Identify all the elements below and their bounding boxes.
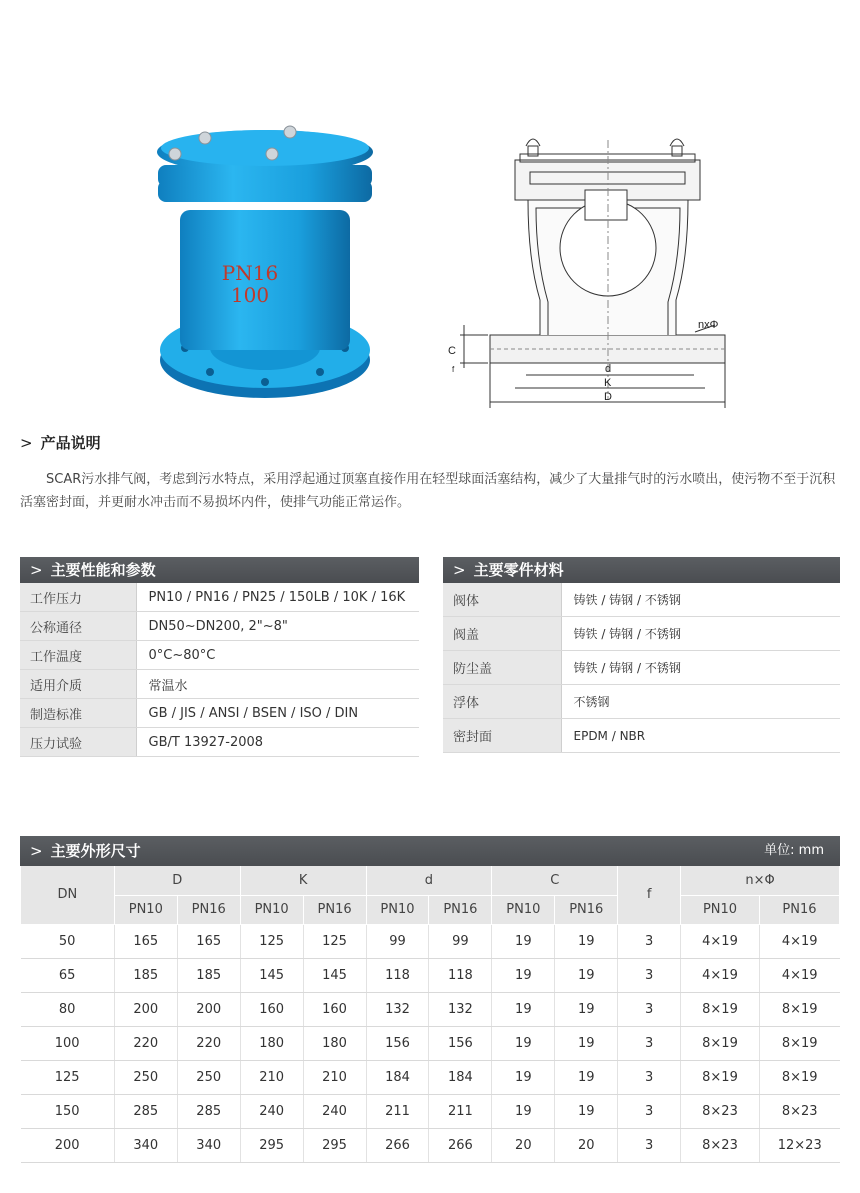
table-cell: 340	[114, 1128, 177, 1162]
material-key: 阀盖	[443, 617, 561, 651]
table-cell: 185	[114, 958, 177, 992]
performance-key: 适用介质	[20, 670, 136, 699]
performance-row	[20, 670, 419, 699]
table-cell: 145	[240, 958, 303, 992]
col-group-d-small: d	[366, 866, 492, 895]
table-cell: 3	[618, 924, 681, 958]
performance-value: GB/T 13927-2008	[136, 728, 419, 757]
table-row	[21, 1094, 840, 1128]
product-photo	[150, 120, 380, 405]
table-cell: 200	[21, 1128, 115, 1162]
table-cell: 250	[177, 1060, 240, 1094]
performance-row	[20, 612, 419, 641]
table-cell: 118	[429, 958, 492, 992]
table-cell: 240	[240, 1094, 303, 1128]
table-cell: 8×19	[759, 1026, 839, 1060]
cross-section-drawing	[440, 120, 740, 420]
material-value: EPDM / NBR	[561, 719, 840, 753]
table-cell: 125	[240, 924, 303, 958]
table-row	[21, 924, 840, 958]
table-cell: 19	[492, 924, 555, 958]
description-heading	[20, 432, 101, 453]
table-cell: 3	[618, 992, 681, 1026]
table-cell: 220	[177, 1026, 240, 1060]
material-row	[443, 651, 840, 685]
materials-section	[443, 557, 840, 753]
table-cell: 220	[114, 1026, 177, 1060]
table-cell: 210	[240, 1060, 303, 1094]
material-row	[443, 583, 840, 617]
table-row	[21, 1128, 840, 1162]
label-k: K	[604, 377, 612, 389]
label-f: f	[452, 365, 455, 374]
table-cell: 125	[21, 1060, 115, 1094]
table-cell: 99	[366, 924, 429, 958]
performance-value: 0°C~80°C	[136, 641, 419, 670]
performance-key: 公称通径	[20, 612, 136, 641]
table-cell: 19	[555, 958, 618, 992]
table-cell: 100	[21, 1026, 115, 1060]
table-cell: 3	[618, 1026, 681, 1060]
material-key: 密封面	[443, 719, 561, 753]
col-group-k: K	[240, 866, 366, 895]
table-cell: 211	[366, 1094, 429, 1128]
label-c: C	[448, 345, 456, 357]
description-text: SCAR污水排气阀，考虑到污水特点，采用浮起通过顶塞直接作用在轻型球面活塞结构，减少了大量排气时的污水喷出，使污物不至于沉积活塞密封面，并更耐水冲击而不易损坏内件，使排气功能正常运作。	[20, 472, 836, 510]
performance-key: 制造标准	[20, 699, 136, 728]
table-cell: 165	[177, 924, 240, 958]
label-d-outer: D	[604, 391, 612, 403]
table-cell: 295	[303, 1128, 366, 1162]
col-sub-pressure: PN16	[429, 895, 492, 924]
table-cell: 285	[114, 1094, 177, 1128]
table-cell: 210	[303, 1060, 366, 1094]
materials-header	[443, 557, 840, 583]
table-cell: 4×19	[681, 958, 760, 992]
material-row	[443, 685, 840, 719]
chevron-right-icon: >	[30, 561, 43, 579]
table-cell: 295	[240, 1128, 303, 1162]
material-value: 铸铁 / 铸钢 / 不锈钢	[561, 651, 840, 685]
table-cell: 8×19	[681, 1060, 760, 1094]
table-cell: 285	[177, 1094, 240, 1128]
table-cell: 145	[303, 958, 366, 992]
table-cell: 19	[555, 1026, 618, 1060]
table-cell: 250	[114, 1060, 177, 1094]
table-cell: 20	[492, 1128, 555, 1162]
col-sub-pressure: PN10	[114, 895, 177, 924]
table-cell: 19	[492, 1060, 555, 1094]
table-cell: 19	[555, 924, 618, 958]
table-cell: 4×19	[759, 958, 839, 992]
table-cell: 160	[240, 992, 303, 1026]
col-sub-pressure: PN16	[555, 895, 618, 924]
material-value: 不锈钢	[561, 685, 840, 719]
table-cell: 165	[114, 924, 177, 958]
performance-header	[20, 557, 419, 583]
table-cell: 19	[492, 958, 555, 992]
col-sub-pressure: PN16	[759, 895, 839, 924]
table-cell: 3	[618, 958, 681, 992]
table-cell: 3	[618, 1060, 681, 1094]
table-cell: 19	[492, 1026, 555, 1060]
table-cell: 4×19	[759, 924, 839, 958]
table-cell: 266	[429, 1128, 492, 1162]
table-cell: 150	[21, 1094, 115, 1128]
col-group-nphi: n×Φ	[681, 866, 840, 895]
table-cell: 118	[366, 958, 429, 992]
table-cell: 156	[366, 1026, 429, 1060]
material-value: 铸铁 / 铸钢 / 不锈钢	[561, 617, 840, 651]
chevron-right-icon: >	[20, 434, 33, 452]
table-cell: 160	[303, 992, 366, 1026]
table-cell: 8×19	[681, 992, 760, 1026]
table-cell: 184	[429, 1060, 492, 1094]
performance-table	[20, 583, 419, 757]
materials-table	[443, 583, 840, 753]
material-row	[443, 719, 840, 753]
performance-row	[20, 699, 419, 728]
unit-label: 单位: mm	[764, 843, 824, 858]
performance-value: DN50~DN200, 2"~8"	[136, 612, 419, 641]
table-cell: 185	[177, 958, 240, 992]
col-sub-pressure: PN16	[303, 895, 366, 924]
performance-row	[20, 641, 419, 670]
table-cell: 99	[429, 924, 492, 958]
performance-key: 工作压力	[20, 583, 136, 612]
table-cell: 3	[618, 1094, 681, 1128]
performance-row	[20, 583, 419, 612]
material-value: 铸铁 / 铸钢 / 不锈钢	[561, 583, 840, 617]
col-dn: DN	[21, 866, 115, 924]
table-cell: 20	[555, 1128, 618, 1162]
table-cell: 19	[555, 1094, 618, 1128]
table-cell: 180	[303, 1026, 366, 1060]
table-cell: 3	[618, 1128, 681, 1162]
table-cell: 8×19	[759, 992, 839, 1026]
performance-heading-text: 主要性能和参数	[50, 561, 156, 579]
table-cell: 8×23	[681, 1128, 760, 1162]
table-cell: 340	[177, 1128, 240, 1162]
description-heading-text: 产品说明	[40, 434, 101, 452]
table-cell: 132	[429, 992, 492, 1026]
col-sub-pressure: PN10	[366, 895, 429, 924]
table-cell: 19	[555, 1060, 618, 1094]
table-row	[21, 1060, 840, 1094]
table-cell: 8×23	[759, 1094, 839, 1128]
casting-label-pressure: PN16	[221, 261, 279, 285]
col-f: f	[618, 866, 681, 924]
dimensions-table	[20, 866, 840, 1163]
col-sub-pressure: PN16	[177, 895, 240, 924]
dimensions-heading-text: 主要外形尺寸	[50, 842, 141, 860]
table-cell: 184	[366, 1060, 429, 1094]
table-cell: 211	[429, 1094, 492, 1128]
performance-key: 压力试验	[20, 728, 136, 757]
table-cell: 12×23	[759, 1128, 839, 1162]
table-row	[21, 958, 840, 992]
table-cell: 65	[21, 958, 115, 992]
dimensions-header	[20, 836, 840, 866]
table-cell: 125	[303, 924, 366, 958]
table-row	[21, 992, 840, 1026]
table-cell: 200	[114, 992, 177, 1026]
performance-value: GB / JIS / ANSI / BSEN / ISO / DIN	[136, 699, 419, 728]
table-cell: 8×23	[681, 1094, 760, 1128]
table-cell: 240	[303, 1094, 366, 1128]
table-cell: 180	[240, 1026, 303, 1060]
performance-row	[20, 728, 419, 757]
material-key: 浮体	[443, 685, 561, 719]
label-nphi: nxΦ	[698, 319, 719, 331]
table-cell: 4×19	[681, 924, 760, 958]
casting-label-size: 100	[230, 283, 270, 307]
table-cell: 156	[429, 1026, 492, 1060]
performance-value: PN10 / PN16 / PN25 / 150LB / 10K / 16K	[136, 583, 419, 612]
table-cell: 132	[366, 992, 429, 1026]
material-key: 阀体	[443, 583, 561, 617]
table-cell: 19	[492, 1094, 555, 1128]
table-row	[21, 1026, 840, 1060]
col-group-c: C	[492, 866, 618, 895]
performance-key: 工作温度	[20, 641, 136, 670]
material-row	[443, 617, 840, 651]
col-sub-pressure: PN10	[681, 895, 760, 924]
table-cell: 266	[366, 1128, 429, 1162]
col-group-d: D	[114, 866, 240, 895]
table-cell: 200	[177, 992, 240, 1026]
chevron-right-icon: >	[453, 561, 466, 579]
table-cell: 19	[492, 992, 555, 1026]
dimensions-section	[20, 836, 840, 1163]
col-sub-pressure: PN10	[492, 895, 555, 924]
table-cell: 8×19	[681, 1026, 760, 1060]
label-d: d	[605, 363, 612, 375]
table-cell: 8×19	[759, 1060, 839, 1094]
performance-value: 常温水	[136, 670, 419, 699]
col-sub-pressure: PN10	[240, 895, 303, 924]
performance-section	[20, 557, 419, 757]
table-cell: 50	[21, 924, 115, 958]
chevron-right-icon: >	[30, 842, 43, 860]
materials-heading-text: 主要零件材料	[473, 561, 564, 579]
material-key: 防尘盖	[443, 651, 561, 685]
table-cell: 19	[555, 992, 618, 1026]
table-cell: 80	[21, 992, 115, 1026]
